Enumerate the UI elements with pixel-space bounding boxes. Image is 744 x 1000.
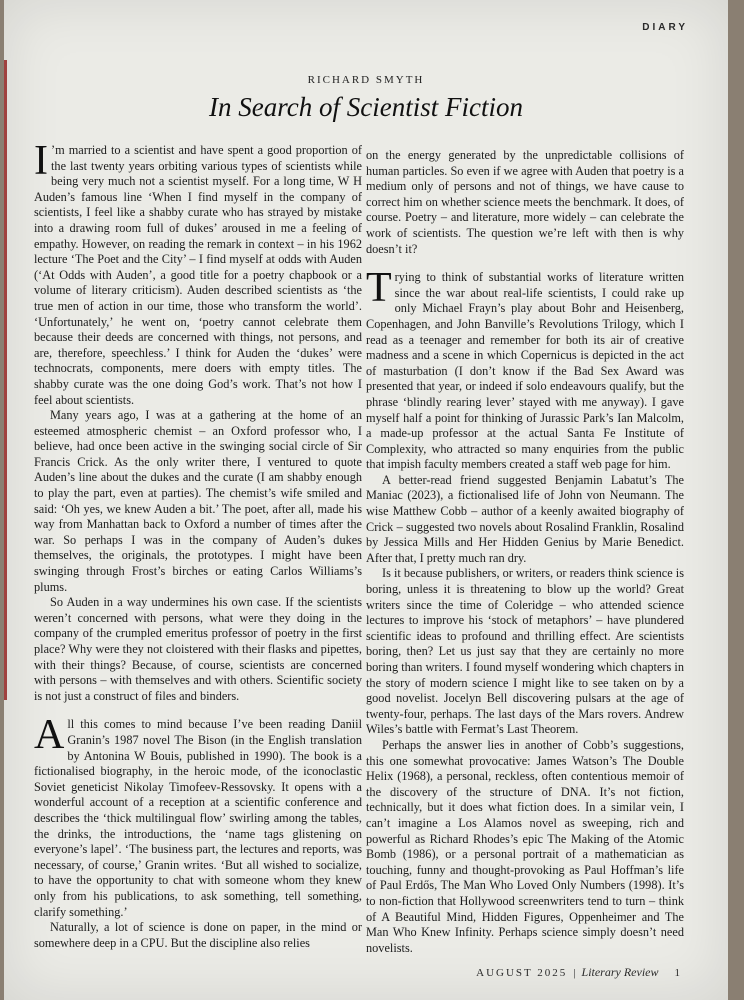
paragraph: Naturally, a lot of science is done on paper, in the mind or somewhere deep in a CPU. But the discipline also relies xyxy=(34,920,362,950)
page-edge xyxy=(4,60,7,700)
paragraph: Perhaps the answer lies in another of Cobb’s suggestions, this one somewhat provocative: James Watson’s The Double Helix (1968), a personal, reckless, often contentious memoir of the discovery of the structure of DNA. It’s not fiction, technically, but it does what fiction does. In a similar vein, I can’t imagine a Los Alamos novel as sweeping, rich and powerful as Richard Rhodes’s epic The Making of the Atomic Bomb (1986), or a personal portrait of a mathematician as touching, funny and thought-provoking as Paul Hoffman’s life of Paul Erdős, The Man Who Loved Only Numbers (1998). It’s to non-fiction that Hollywood screenwriters tend to turn – think of A Beautiful Mind, Hidden Figures, Oppenheimer and The Man Who Knew Infinity. Perhaps science simply doesn’t need novelists. xyxy=(366,737,684,955)
article-title: In Search of Scientist Fiction xyxy=(209,92,523,122)
author-byline: RICHARD SMYTH xyxy=(307,74,425,86)
paragraph: I ’m married to a scientist and have spent a good proportion of the last twenty years orbiting various types of scientists while being very much not a scientist myself. For a long time, W H Auden’s famous line ‘When I find myself in the company of scientists, I feel like a shabby curate who has strayed by mistake into a drawing room full of dukes’ aroused in me a feeling of empathy. However, on reading the remark in context – in his 1962 lecture ‘The Poet and the City’ – I find myself at odds with Auden (‘At Odds with Auden’, a good title for a poetry chapbook or a volume of literary criticism). Auden described scientists as ‘the true men of action in our time, those who transform the world’. ‘Unfortunately,’ he went on, ‘poetry cannot celebrate them because their deeds are concerned with things, not persons, and are, therefore, speechless.’ I think for Auden the ‘dukes’ were technocrats, components, mere doers with empty titles. The shabby curate was the one doing God’s work. That’s not how I feel about scientists. xyxy=(34,138,362,407)
left-column xyxy=(34,138,362,951)
paragraph: All this comes to mind because I’ve been reading Daniil Granin’s 1987 novel The Bison (in the English translation by Antonina W Bouis, published in 1990). The book is a fictionalised biography, in the heroic mode, of the iconoclastic Soviet geneticist Nikolay Timofeev-Ressovsky. It opens with a wonderful account of a reception at a scientific conference and describes the ‘thick multilingual flow’ swirling among the tables, the drinks, the introductions, the ‘name tags glistening on everyone’s lapel’. ‘The business part, the lectures and reports, was necessary, of course,’ Granin writes. ‘But all wished to socialize, to have the opportunity to chat with someone whom they knew only from his publications, to ask something, tell something, clarify something.’ xyxy=(34,712,362,919)
magazine-page xyxy=(4,0,728,1000)
page-number: 1 xyxy=(674,967,680,979)
paragraph: A better-read friend suggested Benjamin Labatut’s The Maniac (2023), a fictionalised life of John von Neumann. The wise Matthew Cobb – author of a keenly awaited biography of Crick – suggested two novels about Rosalind Franklin, Rosalind by Jessica Mills and Her Hidden Genius by Marie Benedict. After that, I pretty much ran dry. xyxy=(366,472,684,565)
magazine-name: Literary Review xyxy=(581,965,659,979)
drop-cap: T xyxy=(366,265,392,312)
issue-date: AUGUST 2025 xyxy=(476,967,568,979)
footer-separator: | xyxy=(573,967,576,979)
page-footer xyxy=(476,965,680,980)
paragraph: Is it because publishers, or writers, or readers think science is boring, unless it is threatening to blow up the world? Great writers since the time of Coleridge – who attended science lectures to improve his ‘stock of metaphors’ – have plundered scientific ideas to profound and thrilling effect. Are scientists boring, then? Let us just say that they are certainly no more boring than writers. I found myself wondering which chapters in the story of modern science I might like to see taken on by a good novelist. Jocelyn Bell discovering pulsars at the age of twenty-four, perhaps. The last days of the Mars rovers. Andrew Wiles’s battle with Fermat’s Last Theorem. xyxy=(366,566,684,737)
drop-cap: I xyxy=(34,138,48,184)
paragraph: on the energy generated by the unpredictable collisions of human particles. So even if we agree with Auden that poetry is a medium only of persons and not of things, we have cause to correct him on whether science meets the benchmark. It does, of course. Poetry – and literature, more widely – can celebrate the work of scientists. The question we’re left with then is why doesn’t it? xyxy=(366,148,684,256)
paragraph: Trying to think of substantial works of literature written since the war about real-life scientists, I could rake up only Michael Frayn’s play about Bohr and Heisenberg, Copenhagen, and John Banville’s Revolutions Trilogy, which I read as a teenager and remember for both its air of creative madness and a scene in which Copernicus is depicted in the act of masturbation (I don’t know if the Bad Sex Award was presented that year, or indeed if solo endeavours qualify, but the phrase ‘blindly rearing lever’ stayed with me anyway). I gave myself half a point for thinking of Jurassic Park’s Ian Malcolm, a made-up professor at the actual Santa Fe Institute of Complexity, who attracted so many enquiries from the public that impish faculty members created a staff web page for him. xyxy=(366,265,684,472)
section-label: DIARY xyxy=(642,22,688,33)
right-column xyxy=(366,148,684,956)
paragraph: So Auden in a way undermines his own case. If the scientists weren’t concerned with persons, what were they doing in the company of the crumpled emeritus professor of poetry in the first place? Why were they not cloistered with their flasks and pipettes, with their things? Because, of course, scientists are concerned with persons – with themselves and with others. Scientific society is not just a construct of files and binders. xyxy=(34,595,362,703)
drop-cap: A xyxy=(34,712,65,759)
paragraph: Many years ago, I was at a gathering at the home of an esteemed atmospheric chemist – an Oxford professor who, I believe, had once been active in the swinging social circle of Sir Francis Crick. As the only writer there, I ventured to quote Auden’s line about the dukes and the curate (I am shabby enough to play the part, even at parties). The chemist’s wife smiled and said: ‘Oh yes, we knew Auden a bit.’ The poet, after all, made his way from Manhattan back to Oxford a number of times after the war. So perhaps I was in the company of Auden’s dukes themselves, the originals, the prototypes. I might have been swinging through Frost’s birches or eating Carlos Williams’s plums. xyxy=(34,408,362,594)
